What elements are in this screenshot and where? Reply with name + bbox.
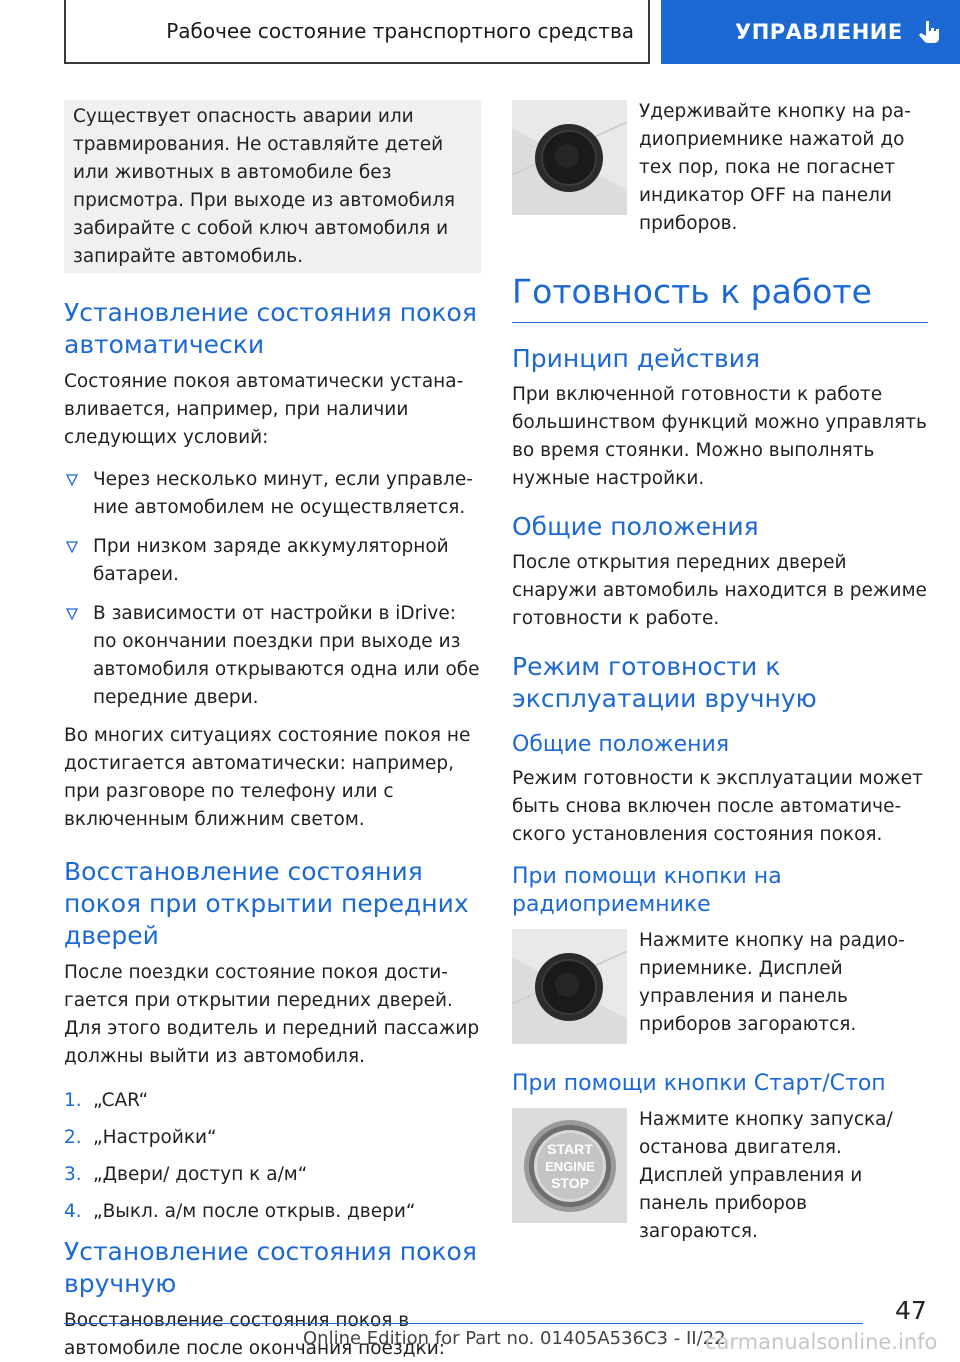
stop-label: STOP bbox=[551, 1175, 589, 1191]
radio-knob-image bbox=[512, 100, 627, 215]
list-item bbox=[64, 1124, 481, 1152]
auto-rest-conditions bbox=[64, 466, 481, 712]
list-item bbox=[64, 1087, 481, 1115]
list-item-text: Через несколько минут, если управление автомобилем не осуществляется. bbox=[93, 469, 473, 518]
general2-heading: Общие положения bbox=[512, 732, 730, 757]
principle-text: При включенной готовности к работе большинством функций можно управлять во время стоянки. Можно выполнять нужные настройки. bbox=[512, 384, 927, 489]
manual-mode-heading: Режим готовности к эксплуатации вручную bbox=[512, 652, 817, 713]
page-number: 47 bbox=[895, 1296, 927, 1325]
manual-rest-heading: Установление состояния покоя вручную bbox=[64, 1237, 477, 1298]
manual-rest-intro: Восстановление состояния покоя в автомобиле после окончания поездки: bbox=[64, 1310, 445, 1359]
heading-divider bbox=[512, 322, 928, 323]
list-item bbox=[64, 466, 481, 522]
list-item bbox=[64, 533, 481, 589]
start-stop-button-image bbox=[512, 1108, 627, 1223]
list-item-text: При низком заряде аккумуляторной батареи. bbox=[93, 536, 449, 585]
list-item bbox=[64, 1161, 481, 1189]
warning-box: Существует опасность аварии или травмирования. Не оставляйте детей или животных в автомобиле без присмотра. При выходе из автомобиля забирайте с собой ключ автомобиля и запирайте автомобиль. bbox=[64, 100, 481, 273]
step-number: 4. bbox=[64, 1201, 82, 1222]
auto-rest-note: Во многих ситуациях состояние покоя не достигается автоматически: например, при разговоре по телефону или с включенным ближним светом. bbox=[64, 725, 471, 830]
left-column bbox=[64, 100, 481, 1362]
step-text: „Выкл. а/м после открыв. двери“ bbox=[93, 1201, 416, 1222]
restore-rest-heading: Восстановление состояния покоя при открытии передних дверей bbox=[64, 857, 469, 950]
step-text: „Настройки“ bbox=[93, 1127, 217, 1148]
radio-button-text: Нажмите кнопку на радиоприемнике. Дисплей управления и панель приборов загораются. bbox=[639, 930, 905, 1035]
right-column bbox=[512, 100, 928, 1246]
pointing-hand-icon bbox=[917, 19, 943, 45]
ready-heading: Готовность к работе bbox=[512, 272, 872, 311]
header-section-title: Рабочее состояние транспортного средства bbox=[166, 19, 634, 43]
header-section-title-box bbox=[64, 0, 650, 64]
footer-edition: Online Edition for Part no. 01405A536C3 - II/22 bbox=[303, 1328, 726, 1349]
header-tab-control[interactable] bbox=[661, 0, 960, 64]
auto-rest-heading: Установление состояния покоя автоматически bbox=[64, 298, 477, 359]
footer-divider bbox=[64, 1323, 863, 1324]
list-item bbox=[64, 1198, 481, 1226]
triangle-bullet-icon bbox=[66, 608, 78, 620]
startstop-heading: При помощи кнопки Старт/Стоп bbox=[512, 1071, 886, 1096]
step-number: 1. bbox=[64, 1090, 82, 1111]
header-tab-label: УПРАВЛЕНИЕ bbox=[735, 20, 903, 44]
restore-rest-intro: После поездки состояние покоя достигается при открытии передних дверей. Для этого водитель и передний пассажир должны выйти из автомобиля. bbox=[64, 962, 480, 1067]
start-label: START bbox=[547, 1141, 593, 1157]
list-item-text: В зависимости от настройки в iDrive: по окончании поездки при выходе из автомобиля открываются одна или обе передние двери. bbox=[93, 603, 480, 708]
watermark: carmanualsonline.info bbox=[705, 1330, 938, 1354]
startstop-row bbox=[512, 1108, 928, 1246]
auto-rest-intro: Состояние покоя автоматически устанавливается, например, при наличии следующих условий: bbox=[64, 371, 464, 448]
radio-hold-text: Удерживайте кнопку на радиоприемнике нажатой до тех пор, пока не погаснет индикатор OFF на панели приборов. bbox=[639, 101, 911, 234]
triangle-bullet-icon bbox=[66, 474, 78, 486]
general2-text: Режим готовности к эксплуатации может быть снова включен после автоматического установления состояния покоя. bbox=[512, 768, 923, 845]
step-number: 3. bbox=[64, 1164, 82, 1185]
step-text: „Двери/ доступ к а/м“ bbox=[93, 1164, 308, 1185]
general-text: После открытия передних дверей снаружи автомобиль находится в режиме готовности к работе. bbox=[512, 552, 927, 629]
general-heading: Общие положения bbox=[512, 512, 759, 541]
radio-button-heading: При помощи кнопки на радиоприемнике bbox=[512, 864, 782, 917]
engine-label: ENGINE bbox=[545, 1159, 595, 1174]
startstop-text: Нажмите кнопку запуска/ останова двигателя. Дисплей управления и панель приборов загораются. bbox=[639, 1109, 893, 1242]
step-number: 2. bbox=[64, 1127, 82, 1148]
radio-button-row bbox=[512, 929, 928, 1044]
restore-rest-steps bbox=[64, 1087, 481, 1226]
principle-heading: Принцип действия bbox=[512, 344, 761, 373]
triangle-bullet-icon bbox=[66, 541, 78, 553]
step-text: „CAR“ bbox=[93, 1090, 149, 1111]
list-item bbox=[64, 600, 481, 712]
radio-hold-row bbox=[512, 100, 928, 238]
radio-knob-image bbox=[512, 929, 627, 1044]
